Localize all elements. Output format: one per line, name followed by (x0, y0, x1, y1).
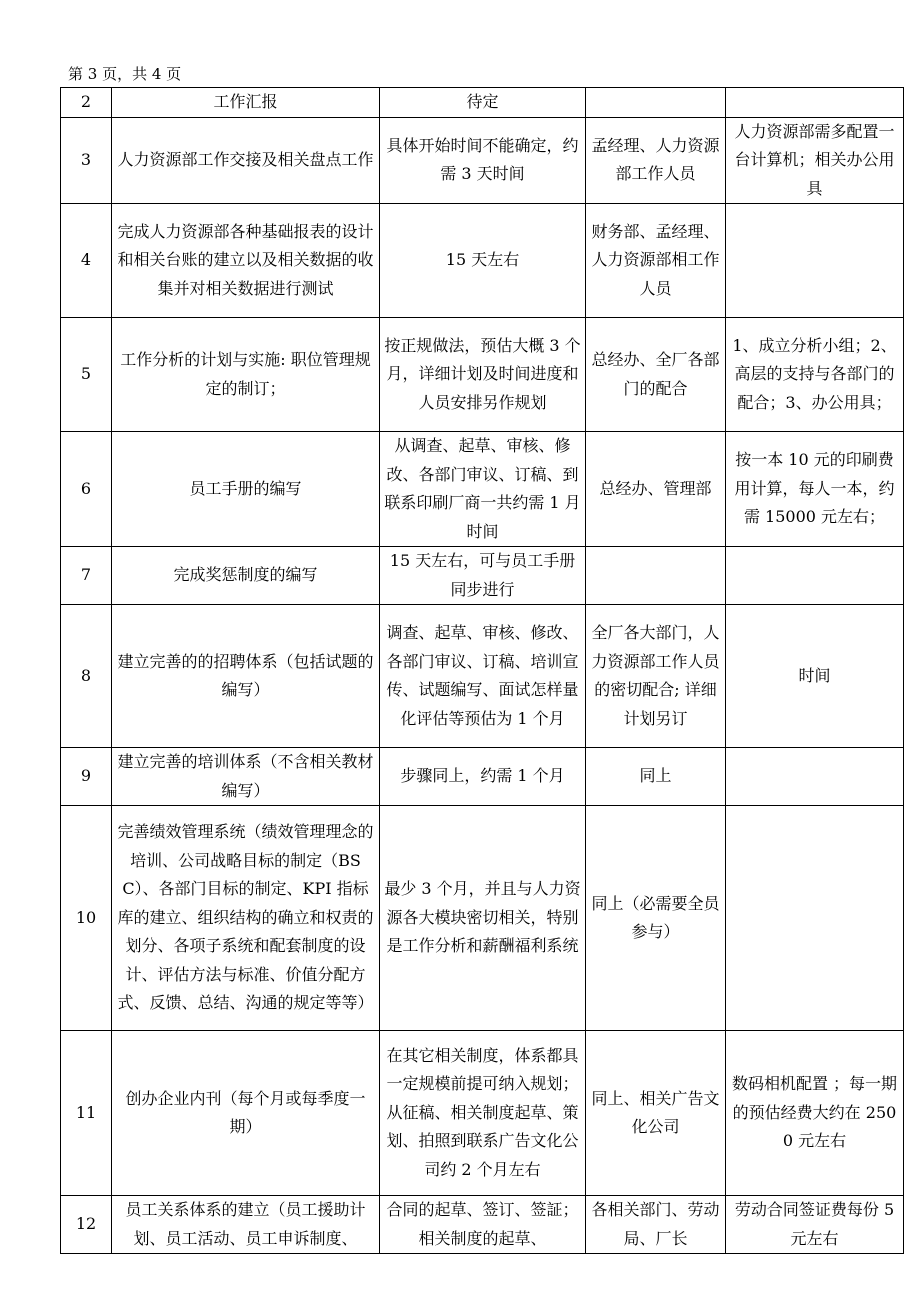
table-row (61, 605, 904, 748)
task-cell: 工作分析的计划与实施: 职位管理规定的制订； (112, 318, 380, 432)
table-row (61, 1031, 904, 1196)
task-cell: 建立完善的培训体系（不含相关教材编写） (112, 748, 380, 806)
row-number: 11 (61, 1031, 112, 1196)
resources-cell (726, 806, 904, 1031)
row-number: 7 (61, 547, 112, 605)
time-cell: 按正规做法，预估大概 3 个月，详细计划及时间进度和人员安排另作规划 (380, 318, 586, 432)
resources-cell (726, 88, 904, 118)
row-number: 5 (61, 318, 112, 432)
table-row (61, 1196, 904, 1254)
resources-cell: 人力资源部需多配置一台计算机；相关办公用具 (726, 117, 904, 204)
table-row (61, 117, 904, 204)
table-row (61, 88, 904, 118)
task-cell: 建立完善的的招聘体系（包括试题的编写） (112, 605, 380, 748)
row-number: 4 (61, 204, 112, 318)
time-cell: 具体开始时间不能确定，约需 3 天时间 (380, 117, 586, 204)
dept-cell: 孟经理、人力资源部工作人员 (586, 117, 726, 204)
row-number: 10 (61, 806, 112, 1031)
page-header: 第 3 页，共 4 页 (68, 65, 182, 83)
dept-cell: 同上、相关广告文化公司 (586, 1031, 726, 1196)
table-row (61, 806, 904, 1031)
time-cell: 15 天左右，可与员工手册同步进行 (380, 547, 586, 605)
resources-cell (726, 748, 904, 806)
table-row (61, 547, 904, 605)
dept-cell (586, 88, 726, 118)
resources-cell: 按一本 10 元的印刷费用计算，每人一本，约需 15000 元左右； (726, 432, 904, 547)
row-number: 2 (61, 88, 112, 118)
time-cell: 在其它相关制度，体系都具一定规模前提可纳入规划；从征稿、相关制度起草、策划、拍照到联系广告文化公司约 2 个月左右 (380, 1031, 586, 1196)
dept-cell: 同上（必需要全员参与） (586, 806, 726, 1031)
table-row (61, 432, 904, 547)
task-cell: 完成奖惩制度的编写 (112, 547, 380, 605)
time-cell: 合同的起草、签订、签証；相关制度的起草、 (380, 1196, 586, 1254)
resources-cell (726, 547, 904, 605)
row-number: 12 (61, 1196, 112, 1254)
table-row (61, 748, 904, 806)
task-cell: 创办企业内刊（每个月或每季度一期） (112, 1031, 380, 1196)
task-cell: 员工手册的编写 (112, 432, 380, 547)
resources-cell: 时间 (726, 605, 904, 748)
task-cell: 完成人力资源部各种基础报表的设计和相关台账的建立以及相关数据的收集并对相关数据进行测试 (112, 204, 380, 318)
time-cell: 15 天左右 (380, 204, 586, 318)
row-number: 9 (61, 748, 112, 806)
dept-cell: 总经办、全厂各部门的配合 (586, 318, 726, 432)
dept-cell: 财务部、孟经理、人力资源部相工作人员 (586, 204, 726, 318)
time-cell: 最少 3 个月，并且与人力资源各大模块密切相关，特别是工作分析和薪酬福利系统 (380, 806, 586, 1031)
time-cell: 步骤同上，约需 1 个月 (380, 748, 586, 806)
time-cell: 调查、起草、审核、修改、各部门审议、订稿、培训宣传、试题编写、面试怎样量化评估等预估为 1 个月 (380, 605, 586, 748)
dept-cell: 同上 (586, 748, 726, 806)
task-cell: 工作汇报 (112, 88, 380, 118)
time-cell: 待定 (380, 88, 586, 118)
task-cell: 人力资源部工作交接及相关盘点工作 (112, 117, 380, 204)
dept-cell: 全厂各大部门，人力资源部工作人员的密切配合; 详细计划另订 (586, 605, 726, 748)
dept-cell (586, 547, 726, 605)
task-cell: 完善绩效管理系统（绩效管理理念的培训、公司战略目标的制定（BSC）、各部门目标的制定、KPI 指标库的建立、组织结构的确立和权责的划分、各项子系统和配套制度的设计、评估方法与标准、价值分配方式、反馈、总结、沟通的规定等等） (112, 806, 380, 1031)
resources-cell (726, 204, 904, 318)
plan-table (60, 87, 904, 1254)
row-number: 3 (61, 117, 112, 204)
task-cell: 员工关系体系的建立（员工援助计划、员工活动、员工申诉制度、 (112, 1196, 380, 1254)
resources-cell: 1、成立分析小组；2、高层的支持与各部门的配合；3、办公用具； (726, 318, 904, 432)
dept-cell: 各相关部门、劳动局、厂长 (586, 1196, 726, 1254)
row-number: 6 (61, 432, 112, 547)
time-cell: 从调查、起草、审核、修改、各部门审议、订稿、到联系印刷厂商一共约需 1 月时间 (380, 432, 586, 547)
table-row (61, 204, 904, 318)
resources-cell: 劳动合同签证费每份 5 元左右 (726, 1196, 904, 1254)
row-number: 8 (61, 605, 112, 748)
table-row (61, 318, 904, 432)
dept-cell: 总经办、管理部 (586, 432, 726, 547)
resources-cell: 数码相机配置 ；每一期的预估经费大约在 2500 元左右 (726, 1031, 904, 1196)
